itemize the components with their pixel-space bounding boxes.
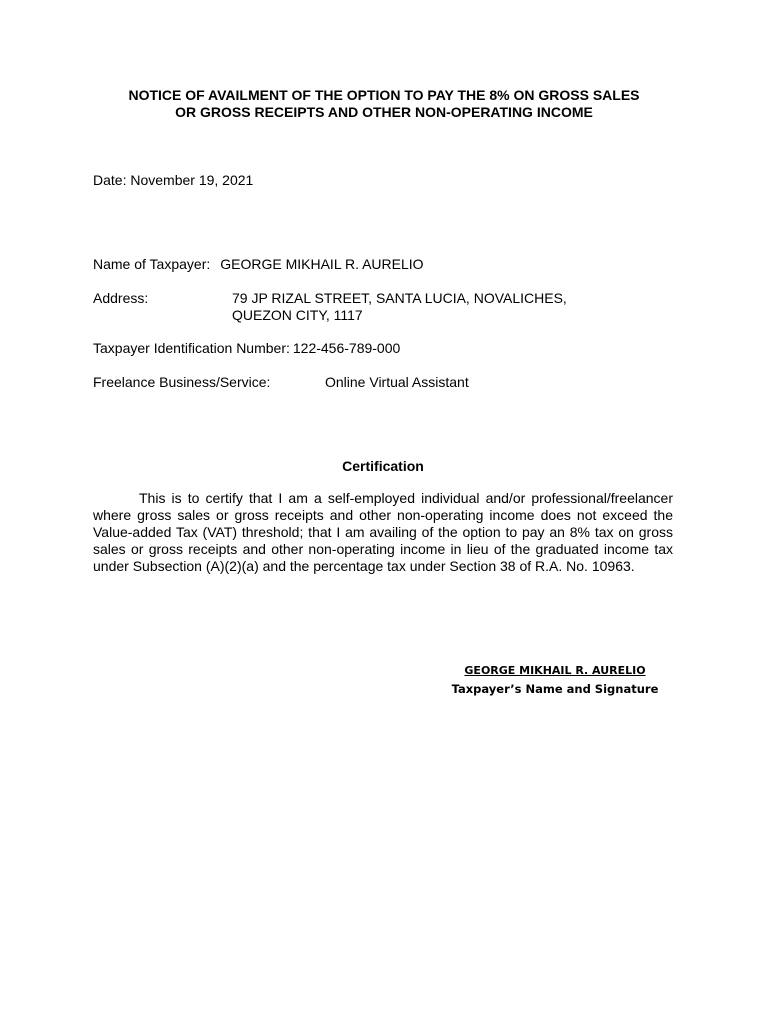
address-label: Address: — [93, 290, 149, 306]
business-value: Online Virtual Assistant — [325, 374, 469, 390]
signature-block — [440, 662, 670, 698]
address-line-1: 79 JP RIZAL STREET, SANTA LUCIA, NOVALICHES, — [232, 290, 567, 306]
certification-heading: Certification — [342, 458, 424, 474]
business-label: Freelance Business/Service: — [93, 374, 271, 390]
taxpayer-name-row — [93, 256, 424, 273]
signature-caption: Taxpayer’s Name and Signature — [451, 682, 659, 696]
taxpayer-name-value: GEORGE MIKHAIL R. AURELIO — [220, 256, 424, 272]
notice-date: Date: November 19, 2021 — [93, 172, 254, 188]
certification-body: This is to certify that I am a self-employed individual and/or professional/freelancer where gross sales or gross receipts and other non-operating income does not exceed the Value-added Tax (VAT) threshold; that I am availing of the option to pay an 8% tax on gross sales or gross receipts and other non-operating income in lieu of the graduated income tax under Subsection (A)(2)(a) and the percentage tax under Section 38 of R.A. No. 10963. — [93, 490, 673, 574]
tin-row — [93, 340, 400, 357]
address-line-2: QUEZON CITY, 1117 — [232, 307, 363, 323]
tin-label: Taxpayer Identification Number: — [93, 340, 290, 356]
document-title — [60, 87, 708, 121]
tin-value: 122-456-789-000 — [292, 340, 401, 356]
taxpayer-name-label: Name of Taxpayer: — [93, 256, 211, 272]
title-line-1: NOTICE OF AVAILMENT OF THE OPTION TO PAY THE 8% ON GROSS SALES — [128, 87, 640, 103]
signature-name: GEORGE MIKHAIL R. AURELIO — [464, 664, 646, 677]
address-value — [232, 290, 567, 324]
title-line-2: OR GROSS RECEIPTS AND OTHER NON-OPERATING INCOME — [175, 104, 593, 120]
